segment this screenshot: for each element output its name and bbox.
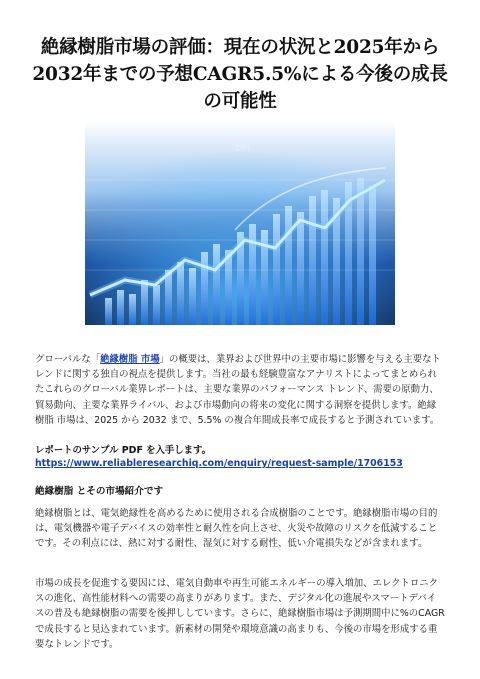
page-title: 絶縁樹脂市場の評価：現在の状況と2025年から2032年までの予想CAGR5.5%による今後の成長の可能性 (32, 37, 448, 112)
sample-label: レポートのサンプル PDF を入手します。 (35, 445, 211, 456)
intro-paragraph (35, 352, 445, 428)
section-heading: 絶縁樹脂 とその市場紹介です (35, 486, 164, 497)
sample-request (35, 444, 445, 470)
hero-overlay-text: Eol (235, 143, 252, 153)
stock-growth-chart-image (85, 120, 395, 325)
sample-link[interactable]: https://www.reliableresearchiq.com/enquiry/request-sample/1706153 (35, 458, 403, 469)
paragraph-drivers: 市場の成長を促進する要因には、電気自動車や再生可能エネルギーの導入増加、エレクトロニクスの進化、高性能材料への需要の高まりがあります。また、デジタル化の進展やスマートデバイスの普及も絶縁樹脂の需要を後押ししています。さらに、絶縁樹脂市場は予測期間中に%のCAGRで成長すると見込まれています。新素材の開発や環境意識の高まりも、今後の市場を形成する重要なトレンドです。 (35, 578, 445, 650)
market-link[interactable]: 絶縁樹脂 市場 (100, 354, 160, 365)
intro-suffix: 」の概要は、業界および世界中の主要市場に影響を与える主要なトレンドに関する独自の視点を提供します。当社の最も経験豊富なアナリストによってまとめられたこれらのグローバル業界レポートは、主要な業界のパフォーマンス トレンド、需要の原動力、貿易動向、主要な業界ライバル、および市場動向の将来の変化に関する洞察を提供します。絶縁樹脂 市場は、2025 から 2032 まで、5.5% の複合年間成長率で成長すると予測されています。 (35, 354, 441, 426)
paragraph-definition: 絶縁樹脂とは、電気絶縁性を高めるために使用される合成樹脂のことです。絶縁樹脂市場の目的は、電気機器や電子デバイスの効率性と耐久性を向上させ、火災や故障のリスクを低減することです。その利点には、熱に対する耐性、湿気に対する耐性、低い介電損失などが含まれます。 (35, 508, 438, 550)
intro-prefix: グローバルな「 (35, 354, 101, 365)
